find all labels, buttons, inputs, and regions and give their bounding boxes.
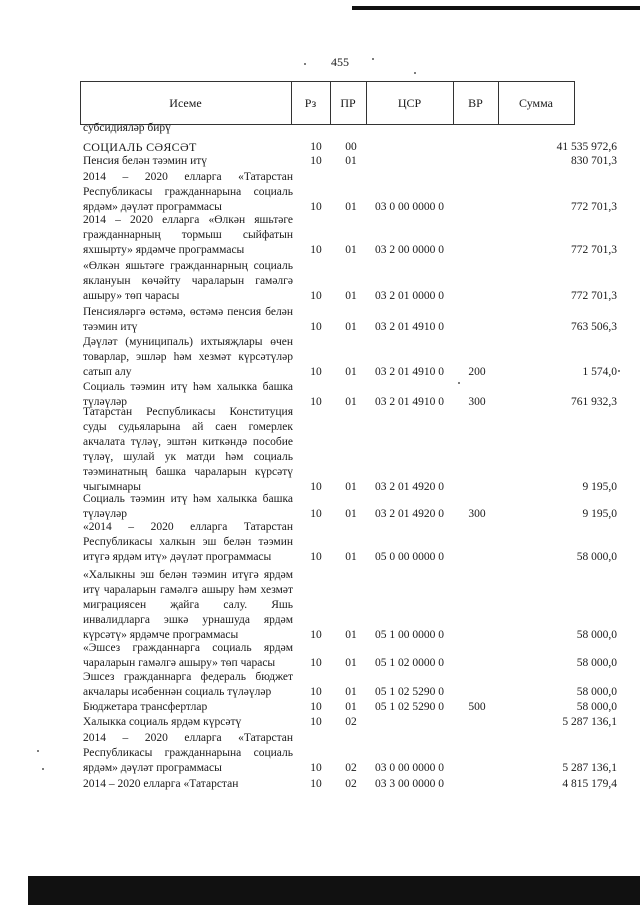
table-row <box>83 170 623 215</box>
row-vr: 300 <box>468 508 486 520</box>
row-rz: 10 <box>310 290 322 302</box>
row-name: 2014 – 2020 елларга «Татарстан Республикасы гражданнарына социаль ярдәм» дәүләт программасы <box>83 171 293 213</box>
row-vr: 200 <box>468 366 486 378</box>
row-name: Бюджетара трансфертлар <box>83 701 208 713</box>
row-pr: 02 <box>345 716 357 728</box>
row-rz: 10 <box>310 778 322 790</box>
row-sum: 830 701,3 <box>571 155 617 167</box>
row-sum: 41 535 972,6 <box>556 141 617 153</box>
row-name: Эшсез гражданнарга федераль бюджет акчалары исәбеннән социаль түләүләр <box>83 671 293 698</box>
row-name: «2014 – 2020 елларга Татарстан Республикасы халкын эш белән тәэмин итүгә ярдәм итү» дәүләт программасы <box>83 521 293 563</box>
table-row <box>83 731 623 776</box>
scan-speck <box>414 72 416 74</box>
row-pr: 01 <box>345 551 357 563</box>
table-row <box>83 568 623 643</box>
row-csr: 03 3 00 0000 0 <box>375 778 444 790</box>
row-name: Пенсия белән тәэмин итү <box>83 155 208 167</box>
row-sum: 58 000,0 <box>576 686 617 698</box>
table-row <box>83 154 623 169</box>
header-vr: ВР <box>468 96 483 110</box>
row-rz: 10 <box>310 686 322 698</box>
row-sum: 772 701,3 <box>571 201 617 213</box>
row-sum: 58 000,0 <box>576 657 617 669</box>
row-name: Социаль тәэмин итү һәм халыкка башка түләүләр <box>83 381 293 408</box>
scan-speck <box>618 370 620 372</box>
row-pr: 02 <box>345 778 357 790</box>
row-csr: 03 0 00 0000 0 <box>375 762 444 774</box>
row-sum: 4 815 179,4 <box>562 778 617 790</box>
row-rz: 10 <box>310 244 322 256</box>
row-sum: 772 701,3 <box>571 290 617 302</box>
row-name: «Халыкны эш белән тәэмин итүгә ярдәм итү чараларын гамәлгә ашыру һәм хезмәт миграциясен җайга салу. Яшь инвалидларга эшкә урнашуда ярдәм күрсәтү» ярдәмче программасы <box>83 569 293 641</box>
row-name: Пенсияләргә өстәмә, өстәмә пенсия белән тәэмин итү <box>83 306 293 333</box>
row-name: 2014 – 2020 елларга «Татарстан <box>83 778 239 790</box>
row-pr: 01 <box>345 686 357 698</box>
row-csr: 03 2 01 4910 0 <box>375 396 444 408</box>
row-pr: 00 <box>345 141 357 153</box>
page-number: 455 <box>331 55 349 69</box>
row-sum: 9 195,0 <box>582 508 617 520</box>
row-csr: 03 2 01 4910 0 <box>375 366 444 378</box>
row-name: Халыкка социаль ярдәм күрсәтү <box>83 716 242 728</box>
row-sum: 5 287 136,1 <box>562 716 617 728</box>
table-row <box>83 700 623 715</box>
table-row <box>83 213 623 258</box>
row-csr: 05 0 00 0000 0 <box>375 551 444 563</box>
row-pr: 01 <box>345 321 357 333</box>
row-pr: 01 <box>345 155 357 167</box>
row-sum: 58 000,0 <box>576 551 617 563</box>
row-rz: 10 <box>310 657 322 669</box>
table-row <box>83 641 623 671</box>
scan-speck <box>458 382 460 384</box>
row-csr: 03 2 01 4920 0 <box>375 481 444 493</box>
row-pr: 01 <box>345 508 357 520</box>
header-rz: Рз <box>304 96 317 110</box>
table-row <box>83 259 623 304</box>
row-name: Дәүләт (муниципаль) ихтыяҗлары өчен товарлар, эшләр һәм хезмәт күрсәтүләр сатып алу <box>83 336 293 378</box>
row-rz: 10 <box>310 201 322 213</box>
row-sum: 5 287 136,1 <box>562 762 617 774</box>
row-sum: 58 000,0 <box>576 701 617 713</box>
row-csr: 05 1 02 0000 0 <box>375 657 444 669</box>
row-pr: 01 <box>345 396 357 408</box>
row-rz: 10 <box>310 551 322 563</box>
header-csr: ЦСР <box>397 96 422 110</box>
table-row <box>83 405 623 495</box>
row-sum: 761 932,3 <box>571 396 617 408</box>
row-pr: 01 <box>345 481 357 493</box>
row-vr: 500 <box>468 701 486 713</box>
row-name: «Өлкән яшьтәге гражданнарның социаль яклануын көчәйту чараларын гамәлгә ашыру» төп чарасы <box>83 260 293 302</box>
scan-edge-bottom <box>28 876 640 905</box>
row-pr: 01 <box>345 701 357 713</box>
table-row <box>83 715 623 730</box>
table-row <box>83 777 623 792</box>
row-sum: 1 574,0 <box>582 366 617 378</box>
row-csr: 05 1 00 0000 0 <box>375 629 444 641</box>
row-pr: 01 <box>345 201 357 213</box>
scan-edge-top <box>352 6 640 10</box>
table-row <box>83 140 623 155</box>
row-pr: 01 <box>345 366 357 378</box>
row-name: 2014 – 2020 елларга «Өлкән яшьтәге гражданнарның тормыш сыйфатын яхшырту» ярдәмче программасы <box>83 214 293 256</box>
table-row <box>83 492 623 522</box>
row-name: Татарстан Республикасы Конституция суды судьяларына ай саен гомерлек акчалата түләү, эштән киткәндә пособие түләү, шулай ук матди һәм социаль тәэминатның башка чараларын күрсәтү чыгымнары <box>83 406 293 493</box>
scan-speck <box>42 768 44 770</box>
row-pr: 01 <box>345 657 357 669</box>
scan-speck <box>37 750 39 752</box>
row-sum: 58 000,0 <box>576 629 617 641</box>
row-csr: 05 1 02 5290 0 <box>375 701 444 713</box>
row-sum: 9 195,0 <box>582 481 617 493</box>
table-row <box>83 520 623 565</box>
table-row <box>83 305 623 335</box>
table-header <box>80 81 575 125</box>
scan-speck <box>372 58 374 60</box>
row-rz: 10 <box>310 141 322 153</box>
row-sum: 763 506,3 <box>571 321 617 333</box>
row-name: СОЦИАЛЬ СӘЯСӘТ <box>83 140 197 154</box>
row-csr: 03 0 00 0000 0 <box>375 201 444 213</box>
row-rz: 10 <box>310 366 322 378</box>
row-csr: 03 2 01 0000 0 <box>375 290 444 302</box>
row-csr: 05 1 02 5290 0 <box>375 686 444 698</box>
row-rz: 10 <box>310 629 322 641</box>
row-csr: 03 2 01 4920 0 <box>375 508 444 520</box>
row-vr: 300 <box>468 396 486 408</box>
header-name: Исеме <box>169 96 202 110</box>
table-row <box>83 335 623 380</box>
row-rz: 10 <box>310 762 322 774</box>
header-pr: ПР <box>340 96 356 110</box>
row-csr: 03 2 00 0000 0 <box>375 244 444 256</box>
row-rz: 10 <box>310 701 322 713</box>
row-pr: 01 <box>345 629 357 641</box>
row-name: «Эшсез гражданнарга социаль ярдәм чараларын гамәлгә ашыру» төп чарасы <box>83 642 293 669</box>
row-rz: 10 <box>310 155 322 167</box>
row-rz: 10 <box>310 396 322 408</box>
row-name: Социаль тәэмин итү һәм халыкка башка түләүләр <box>83 493 293 520</box>
row-name: субсидияләр бирү <box>83 122 171 134</box>
row-name: 2014 – 2020 елларга «Татарстан Республикасы гражданнарына социаль ярдәм» дәүләт программасы <box>83 732 293 774</box>
row-pr: 02 <box>345 762 357 774</box>
row-rz: 10 <box>310 716 322 728</box>
header-sum: Сумма <box>519 96 553 110</box>
row-rz: 10 <box>310 508 322 520</box>
row-pr: 01 <box>345 244 357 256</box>
row-sum: 772 701,3 <box>571 244 617 256</box>
row-rz: 10 <box>310 481 322 493</box>
row-csr: 03 2 01 4910 0 <box>375 321 444 333</box>
scan-speck <box>304 63 306 65</box>
table-row <box>83 670 623 700</box>
row-rz: 10 <box>310 321 322 333</box>
row-pr: 01 <box>345 290 357 302</box>
